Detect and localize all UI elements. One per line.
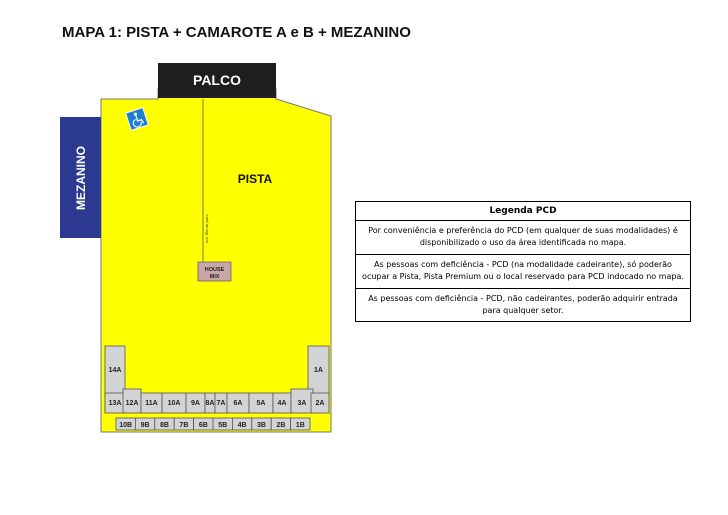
camarote-11a-label: 11A: [145, 400, 158, 407]
camarote-1b-label: 1B: [295, 422, 305, 429]
house-mix-label-line1: HOUSE: [204, 267, 225, 273]
legend-row: Por conveniência e preferência do PCD (em qualquer de suas modalidades) é disponibilizado o uso da área identificada no mapa.: [356, 221, 690, 255]
camarote-10a-label: 10A: [167, 400, 181, 407]
camarote-8a-label: 8A: [205, 400, 215, 407]
camarote-10b-label: 10B: [119, 422, 133, 429]
house-mix-label-line2: MIX: [209, 274, 220, 280]
camarote-5a-label: 5A: [256, 400, 266, 407]
camarote-13a-label: 13A: [108, 400, 122, 407]
legend-title: Legenda PCD: [356, 202, 690, 221]
legend-row: As pessoas com deficiência - PCD (na modalidade cadeirante), só poderão ocupar a Pista, Pista Premium ou o local reservado para PCD indocado no mapa.: [356, 255, 690, 289]
camarote-9b-label: 9B: [140, 422, 150, 429]
camarote-2b-label: 2B: [276, 422, 286, 429]
camarote-2a-label: 2A: [315, 400, 325, 407]
pista-label: PISTA: [237, 172, 273, 186]
camarote-7a-label: 7A: [216, 400, 226, 407]
stage-label: PALCO: [193, 72, 241, 88]
camarote-1a-label: 1A: [314, 367, 323, 374]
camarote-3b-label: 3B: [257, 422, 266, 429]
camarote-6b-label: 6B: [198, 422, 208, 429]
camarote-9a-label: 9A: [191, 400, 200, 407]
camarote-14a-label: 14A: [108, 367, 122, 374]
legend-row: As pessoas com deficiência - PCD, não cadeirantes, poderão adquirir entrada para qualquer setor.: [368, 293, 678, 315]
camarote-3a-label: 3A: [297, 400, 307, 407]
pista-area[interactable]: [101, 89, 331, 432]
camarote-4a-label: 4A: [277, 400, 287, 407]
camarote-6a-label: 6A: [233, 400, 243, 407]
page-title: MAPA 1: PISTA + CAMAROTE A e B + MEZANINO: [62, 24, 411, 41]
camarote-8b-label: 8B: [160, 422, 169, 429]
distance-note: min. 36m do palco: [205, 214, 209, 243]
mezanino-label: MEZANINO: [74, 146, 88, 210]
camarote-7b-label: 7B: [179, 422, 189, 429]
legenda-pcd: [355, 201, 691, 322]
camarote-4b-label: 4B: [237, 422, 247, 429]
camarote-5b-label: 5B: [218, 422, 228, 429]
camarote-12a-label: 12A: [125, 400, 139, 407]
